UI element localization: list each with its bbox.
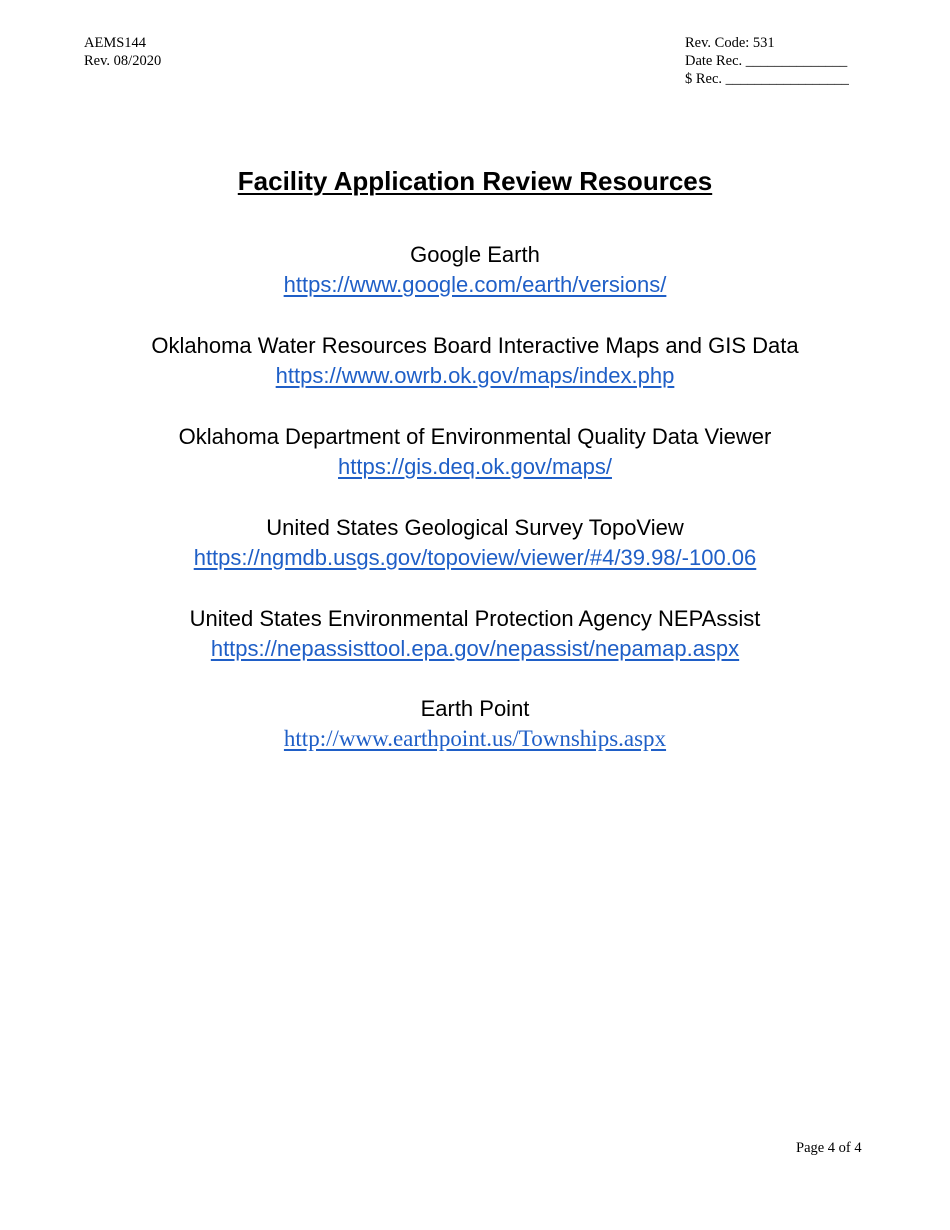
- form-code: AEMS144: [84, 35, 147, 51]
- resource-link[interactable]: https://www.owrb.ok.gov/maps/index.php: [275, 363, 675, 388]
- page-number: Page 4 of 4: [796, 1140, 862, 1156]
- resource-link[interactable]: https://gis.deq.ok.gov/maps/: [338, 454, 612, 479]
- resource-epa-nepassist: [0, 604, 950, 664]
- resource-link[interactable]: https://nepassisttool.epa.gov/nepassist/nepamap.aspx: [210, 636, 740, 661]
- resource-usgs-topoview: [0, 513, 950, 573]
- resource-name: United States Environmental Protection Agency NEPAssist: [189, 606, 761, 631]
- resource-name: Oklahoma Department of Environmental Quality Data Viewer: [178, 424, 772, 449]
- office-use-block: [685, 34, 849, 88]
- resource-name: United States Geological Survey TopoView: [266, 515, 684, 540]
- resource-earth-point: [0, 694, 950, 754]
- resource-name: Google Earth: [410, 242, 540, 267]
- resource-link[interactable]: https://www.google.com/earth/versions/: [283, 272, 667, 297]
- resource-name: Oklahoma Water Resources Board Interactive Maps and GIS Data: [151, 333, 799, 358]
- resource-deq-data-viewer: [0, 422, 950, 482]
- resource-google-earth: [0, 240, 950, 300]
- rev-code: Rev. Code: 531: [685, 35, 775, 51]
- resource-name: Earth Point: [420, 696, 530, 721]
- resource-link[interactable]: http://www.earthpoint.us/Townships.aspx: [283, 726, 667, 751]
- form-identifier-block: [84, 34, 161, 70]
- amount-received-field: $ Rec. _________________: [685, 71, 849, 87]
- resource-owrb-maps: [0, 331, 950, 391]
- form-revision: Rev. 08/2020: [84, 53, 162, 69]
- resource-link[interactable]: https://ngmdb.usgs.gov/topoview/viewer/#4/39.98/-100.06: [193, 545, 757, 570]
- page-title: Facility Application Review Resources: [237, 166, 713, 196]
- date-received-field: Date Rec. ______________: [685, 53, 848, 69]
